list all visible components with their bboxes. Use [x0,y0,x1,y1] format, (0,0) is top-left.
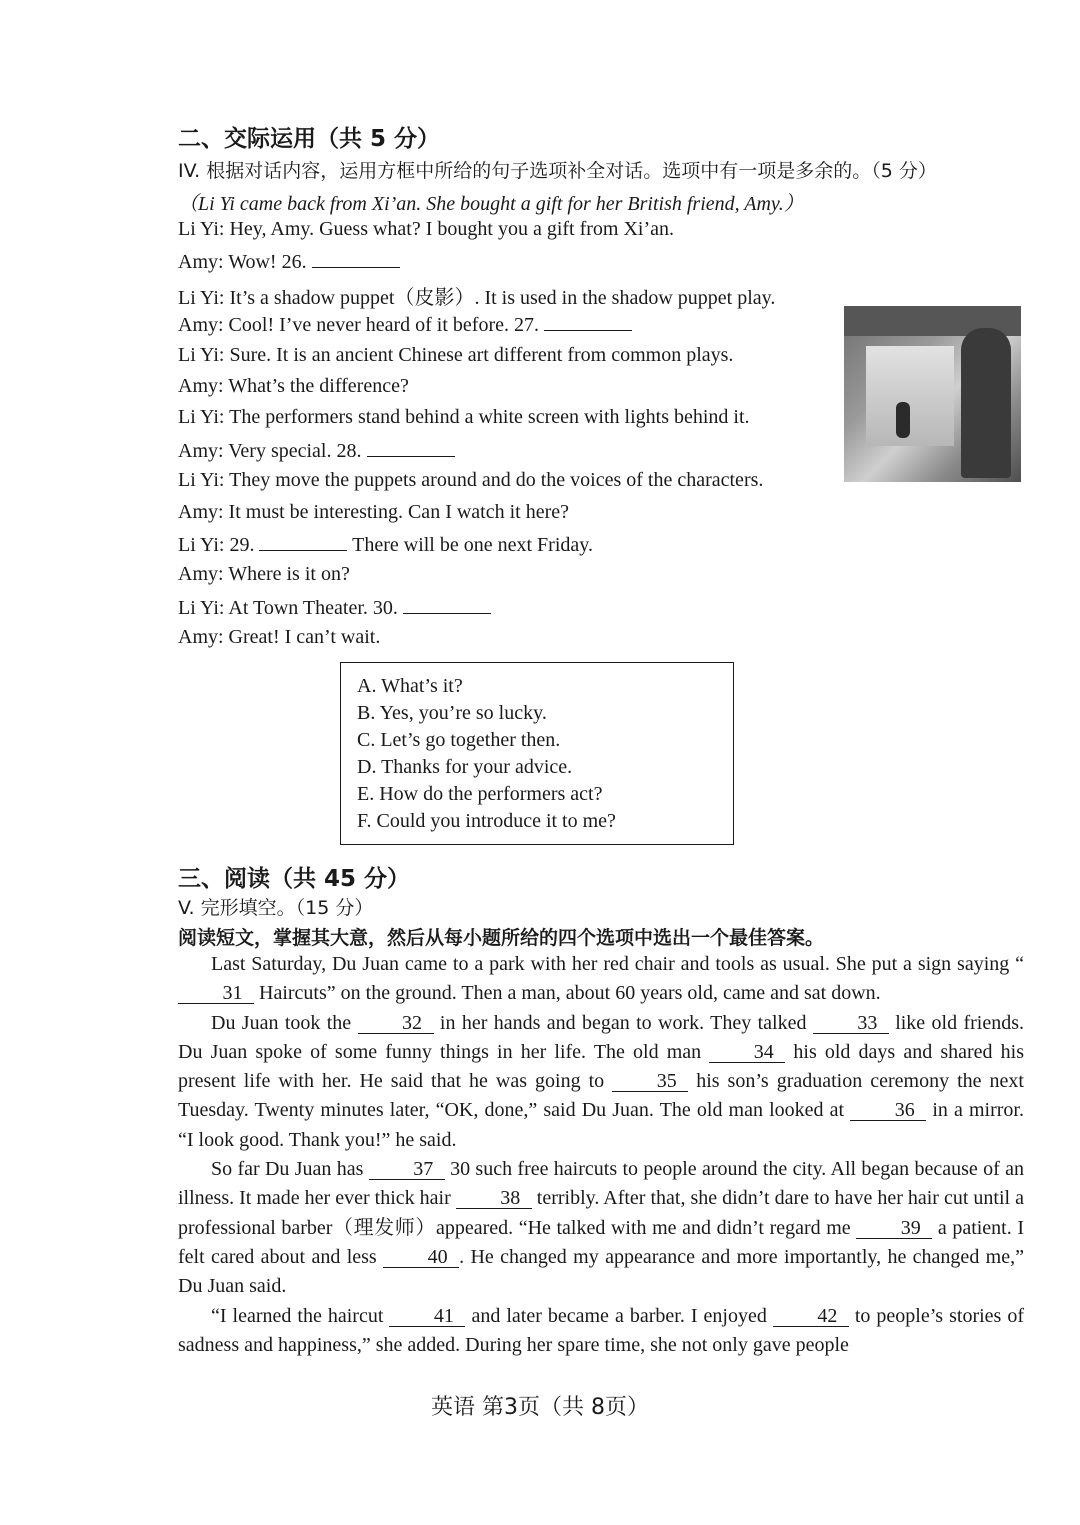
paragraph-1 [178,950,1024,1009]
option-d: D. Thanks for your advice. [357,756,573,778]
blank-40[interactable]: 40 [383,1247,459,1268]
dialogue-text: Amy: Where is it on? [178,563,350,586]
blank-31[interactable]: 31 [178,983,254,1004]
dialogue-text: Amy: Very special. 28. [178,439,367,462]
text: in a mirror. “I look good. Thank you!” he said. [178,1099,1024,1151]
dialogue-context: （Li Yi came back from Xi’an. She bought a gift for her British friend, Amy.） [178,193,804,215]
dialogue-text: Li Yi: 29. [178,534,260,556]
dialogue-line [178,218,674,241]
blank-42[interactable]: 42 [773,1306,849,1327]
blank-33[interactable]: 33 [813,1013,889,1034]
dialogue-text: Amy: What’s the difference? [178,375,409,397]
paragraph-2 [178,1009,1024,1155]
blank-35[interactable]: 35 [612,1071,688,1092]
answer-blank[interactable] [312,249,400,268]
answer-blank[interactable] [259,532,347,551]
section-3-heading: 三、阅读（共 45 分） [178,866,411,892]
dialogue-line [178,532,593,557]
blank-39[interactable]: 39 [856,1218,932,1239]
question-iv-instruction: IV. 根据对话内容，运用方框中所给的句子选项补全对话。选项中有一项是多余的。（5 分） [178,160,937,182]
text: 30 such free haircuts to people around the city. All began because of an illness. It made her ever thick hair [178,1158,1024,1210]
dialogue-line [178,312,632,337]
dialogue-line [178,406,750,429]
dialogue-line [178,563,350,586]
dialogue-text: Li Yi: Hey, Amy. Guess what? I bought you a gift from Xi’an. [178,218,675,240]
dialogue-text: Amy: It must be interesting. Can I watch it here? [178,500,570,523]
shadow-puppet-photo [844,306,1021,482]
dialogue-text: Li Yi: It’s a shadow puppet（皮影）. It is used in the shadow puppet play. [178,286,776,309]
text: So far Du Juan has [211,1158,369,1181]
dialogue-text: Li Yi: The performers stand behind a white screen with lights behind it. [178,406,750,429]
text: like old friends. Du Juan spoke of some funny things in her life. The old man [178,1011,1024,1063]
option-b: B. Yes, you’re so lucky. [357,702,547,724]
dialogue-line [178,344,733,367]
cloze-passage [178,950,1024,1360]
option-f: F. Could you introduce it to me? [357,810,616,832]
text: Du Juan took the [211,1011,358,1034]
text: a patient. I felt cared about and less [178,1216,1024,1268]
dialogue-line [178,281,775,310]
text: his son’s graduation ceremony the next Tuesday. Twenty minutes later, “OK, done,” said Du Juan. The old man looked at [178,1070,1024,1122]
dialogue-text: Li Yi: They move the puppets around and do the voices of the characters. [178,469,764,492]
text: in her hands and began to work. They talked [433,1011,813,1034]
text: terribly. After that, she didn’t dare to have her hair cut until a professional barber（理发师）appeared. “He talked with me and didn’t regard me [178,1187,1024,1239]
blank-36[interactable]: 36 [850,1100,926,1121]
page-footer: 英语 第3页（共 8页） [431,1395,649,1420]
dialogue-line [178,501,569,524]
paragraph-3 [178,1155,1024,1301]
dialogue-line [178,595,491,620]
question-v-title: V. 完形填空。（15 分） [178,897,374,919]
options-box [340,662,734,845]
text: “I learned the haircut [211,1304,390,1327]
question-v-instruction: 阅读短文，掌握其大意，然后从每小题所给的四个选项中选出一个最佳答案。 [178,927,825,949]
blank-37[interactable]: 37 [369,1159,445,1180]
dialogue-text: Li Yi: At Town Theater. 30. [178,596,403,619]
dialogue-text: There will be one next Friday. [347,534,593,556]
dialogue-text: Amy: Cool! I’ve never heard of it before. 27. [178,314,544,337]
dialogue-line [178,469,763,492]
text: and later became a barber. I enjoyed [465,1304,773,1327]
dialogue-line [178,438,455,463]
text: to people’s stories of sadness and happiness,” she added. During her spare time, she not only gave people [178,1304,1024,1356]
text: Haircuts” on the ground. Then a man, about 60 years old, came and sat down. [254,982,881,1005]
answer-blank[interactable] [544,312,632,331]
text: . He changed my appearance and more importantly, he changed me,” Du Juan said. [178,1245,1024,1298]
dialogue-line [178,626,380,649]
blank-38[interactable]: 38 [456,1188,532,1209]
dialogue-line [178,375,409,398]
answer-blank[interactable] [367,438,455,457]
dialogue-line [178,249,400,274]
option-e: E. How do the performers act? [357,783,603,805]
paragraph-4 [178,1302,1024,1361]
section-2-heading: 二、交际运用（共 5 分） [178,126,441,152]
answer-blank[interactable] [403,595,491,614]
blank-32[interactable]: 32 [358,1013,434,1034]
dialogue-text: Li Yi: Sure. It is an ancient Chinese art different from common plays. [178,343,734,366]
dialogue-text: Amy: Wow! 26. [178,251,312,274]
option-c: C. Let’s go together then. [357,729,561,751]
blank-34[interactable]: 34 [709,1042,785,1063]
option-a: A. What’s it? [357,675,463,697]
text: Last Saturday, Du Juan came to a park with her red chair and tools as usual. She put a sign saying “ [211,953,1024,975]
dialogue-text: Amy: Great! I can’t wait. [178,626,381,649]
text: his old days and shared his present life with her. He said that he was going to [178,1040,1024,1093]
blank-41[interactable]: 41 [389,1306,465,1327]
